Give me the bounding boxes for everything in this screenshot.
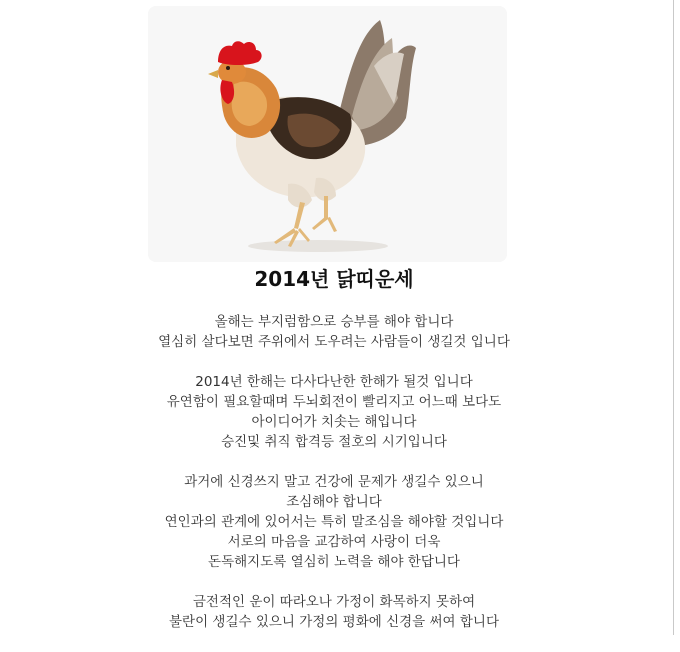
text-line: 2014년 한해는 다사다난한 한해가 될것 입니다 bbox=[195, 374, 473, 390]
text-line: 열심히 살다보면 주위에서 도우려는 사람들이 생길것 입니다 bbox=[158, 334, 510, 350]
paragraph bbox=[0, 312, 668, 352]
text-line: 서로의 마음을 교감하여 사랑이 더욱 bbox=[227, 534, 441, 550]
text-line: 올해는 부지럼함으로 승부를 해야 합니다 bbox=[214, 314, 454, 330]
paragraph bbox=[0, 592, 668, 632]
text-line: 돈독해지도록 열심히 노력을 해야 한답니다 bbox=[208, 554, 460, 570]
text-line: 유연함이 필요할때며 두뇌회전이 빨리지고 어느때 보다도 bbox=[166, 394, 502, 410]
paragraph bbox=[0, 472, 668, 572]
rooster-icon bbox=[148, 6, 507, 262]
rooster-photo bbox=[148, 6, 507, 262]
page-title: 2014년 닭띠운세 bbox=[254, 267, 414, 291]
text-line: 승진및 취직 합격등 절호의 시기입니다 bbox=[221, 434, 447, 450]
text-line: 불란이 생길수 있으니 가정의 평화에 신경을 써여 합니다 bbox=[169, 614, 499, 630]
paragraph bbox=[0, 372, 668, 452]
text-line: 과거에 신경쓰지 말고 건강에 문제가 생길수 있으니 bbox=[184, 474, 484, 490]
text-line: 연인과의 관계에 있어서는 특히 말조심을 해야할 것입니다 bbox=[164, 514, 504, 530]
text-line: 아이디어가 치솟는 해입니다 bbox=[251, 414, 417, 430]
text-line: 금전적인 운이 따라오나 가정이 화목하지 못하여 bbox=[192, 594, 476, 610]
page-border bbox=[673, 0, 674, 635]
text-line: 조심해야 합니다 bbox=[286, 494, 382, 510]
fortune-text bbox=[0, 312, 668, 652]
